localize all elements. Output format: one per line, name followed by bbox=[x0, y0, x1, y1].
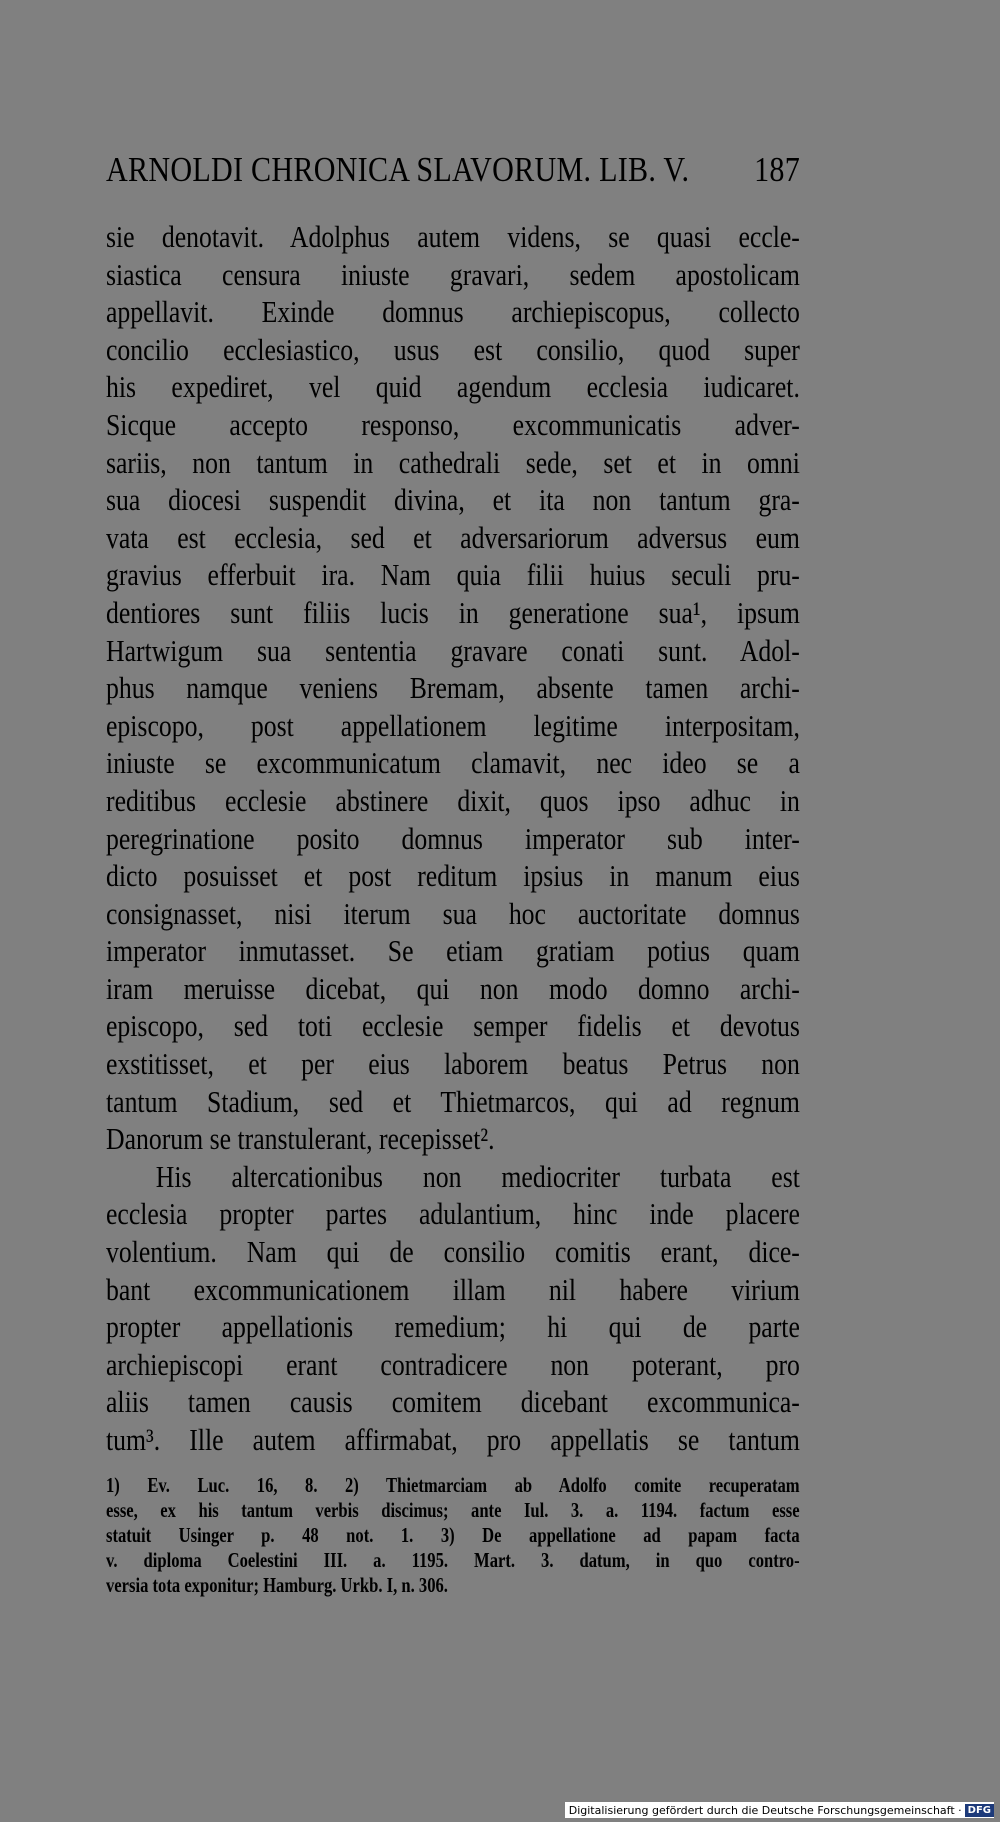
footnote-line: v. diploma Coelestini III. a. 1195. Mart. 3. datum, in quo contro- bbox=[106, 1547, 800, 1572]
page-number: 187 bbox=[754, 150, 801, 189]
text-line: siastica censura iniuste gravari, sedem apostolicam bbox=[106, 256, 800, 292]
text-line: tantum Stadium, sed et Thietmarcos, qui ad regnum bbox=[106, 1083, 800, 1119]
footnote-line: versia tota exponitur; Hamburg. Urkb. I, n. 306. bbox=[106, 1572, 448, 1597]
text-line: Sicque accepto responso, excommunicatis adver- bbox=[106, 406, 800, 442]
text-line: episcopo, post appellationem legitime interpositam, bbox=[106, 707, 800, 743]
text-line: sariis, non tantum in cathedrali sede, set et in omni bbox=[106, 444, 800, 480]
text-line: his expediret, vel quid agendum ecclesia iudicaret. bbox=[106, 369, 800, 405]
text-line: archiepiscopi erant contradicere non poterant, pro bbox=[106, 1346, 800, 1382]
text-line: exstitisset, et per eius laborem beatus Petrus non bbox=[106, 1046, 800, 1082]
footnote-line: 1) Ev. Luc. 16, 8. 2) Thietmarciam ab Adolfo comite recuperatam bbox=[106, 1472, 800, 1497]
text-line: appellavit. Exinde domnus archiepiscopus, collecto bbox=[106, 294, 800, 330]
text-line: concilio ecclesiastico, usus est consilio, quod super bbox=[106, 331, 800, 367]
text-line: episcopo, sed toti ecclesie semper fidelis et devotus bbox=[106, 1008, 800, 1044]
text-line: sie denotavit. Adolphus autem videns, se quasi eccle- bbox=[106, 219, 800, 254]
text-line: consignasset, nisi iterum sua hoc auctoritate domnus bbox=[106, 895, 800, 931]
running-head bbox=[106, 150, 800, 194]
text-line: volentium. Nam qui de consilio comitis erant, dice- bbox=[106, 1234, 800, 1270]
dfg-logo: DFG bbox=[965, 1804, 994, 1817]
footnotes bbox=[106, 1473, 800, 1598]
text-line: Danorum se transtulerant, recepisset². bbox=[106, 1121, 495, 1157]
body-text bbox=[106, 218, 800, 1459]
text-line: phus namque veniens Bremam, absente tamen archi- bbox=[106, 670, 800, 706]
text-line: Hartwigum sua sententia gravare conati sunt. Adol- bbox=[106, 632, 800, 668]
text-line: dentiores sunt filiis lucis in generatione sua¹, ipsum bbox=[106, 594, 800, 630]
text-line: iniuste se excommunicatum clamavit, nec ideo se a bbox=[106, 745, 800, 781]
text-line: tum³. Ille autem affirmabat, pro appellatis se tantum bbox=[106, 1422, 800, 1457]
text-line: imperator inmutasset. Se etiam gratiam potius quam bbox=[106, 933, 800, 969]
text-line: dicto posuisset et post reditum ipsius in manum eius bbox=[106, 858, 800, 894]
text-line: sua diocesi suspendit divina, et ita non tantum gra- bbox=[106, 482, 800, 518]
running-head-title: ARNOLDI CHRONICA SLAVORUM. LIB. V. bbox=[106, 150, 690, 189]
text-line: vata est ecclesia, sed et adversariorum adversus eum bbox=[106, 519, 800, 555]
text-line: His altercationibus non mediocriter turbata est bbox=[155, 1158, 800, 1194]
text-line: peregrinatione posito domnus imperator sub inter- bbox=[106, 820, 800, 856]
text-line: ecclesia propter partes adulantium, hinc inde placere bbox=[106, 1196, 800, 1232]
digitization-credit bbox=[565, 1802, 994, 1818]
text-line: aliis tamen causis comitem dicebant excommunica- bbox=[106, 1384, 800, 1420]
text-line: gravius efferbuit ira. Nam quia filii huius seculi pru- bbox=[106, 557, 800, 593]
footnote-line: esse, ex his tantum verbis discimus; ante Iul. 3. a. 1194. factum esse bbox=[106, 1497, 800, 1522]
credit-text: Digitalisierung gefördert durch die Deutsche Forschungsgemeinschaft · bbox=[568, 1803, 962, 1817]
book-page bbox=[106, 150, 800, 1598]
footnote-line: statuit Usinger p. 48 not. 1. 3) De appellatione ad papam facta bbox=[106, 1522, 800, 1547]
text-line: propter appellationis remedium; hi qui de parte bbox=[106, 1309, 800, 1345]
text-line: bant excommunicationem illam nil habere virium bbox=[106, 1271, 800, 1307]
text-line: reditibus ecclesie abstinere dixit, quos ipso adhuc in bbox=[106, 782, 800, 818]
text-line: iram meruisse dicebat, qui non modo domno archi- bbox=[106, 970, 800, 1006]
